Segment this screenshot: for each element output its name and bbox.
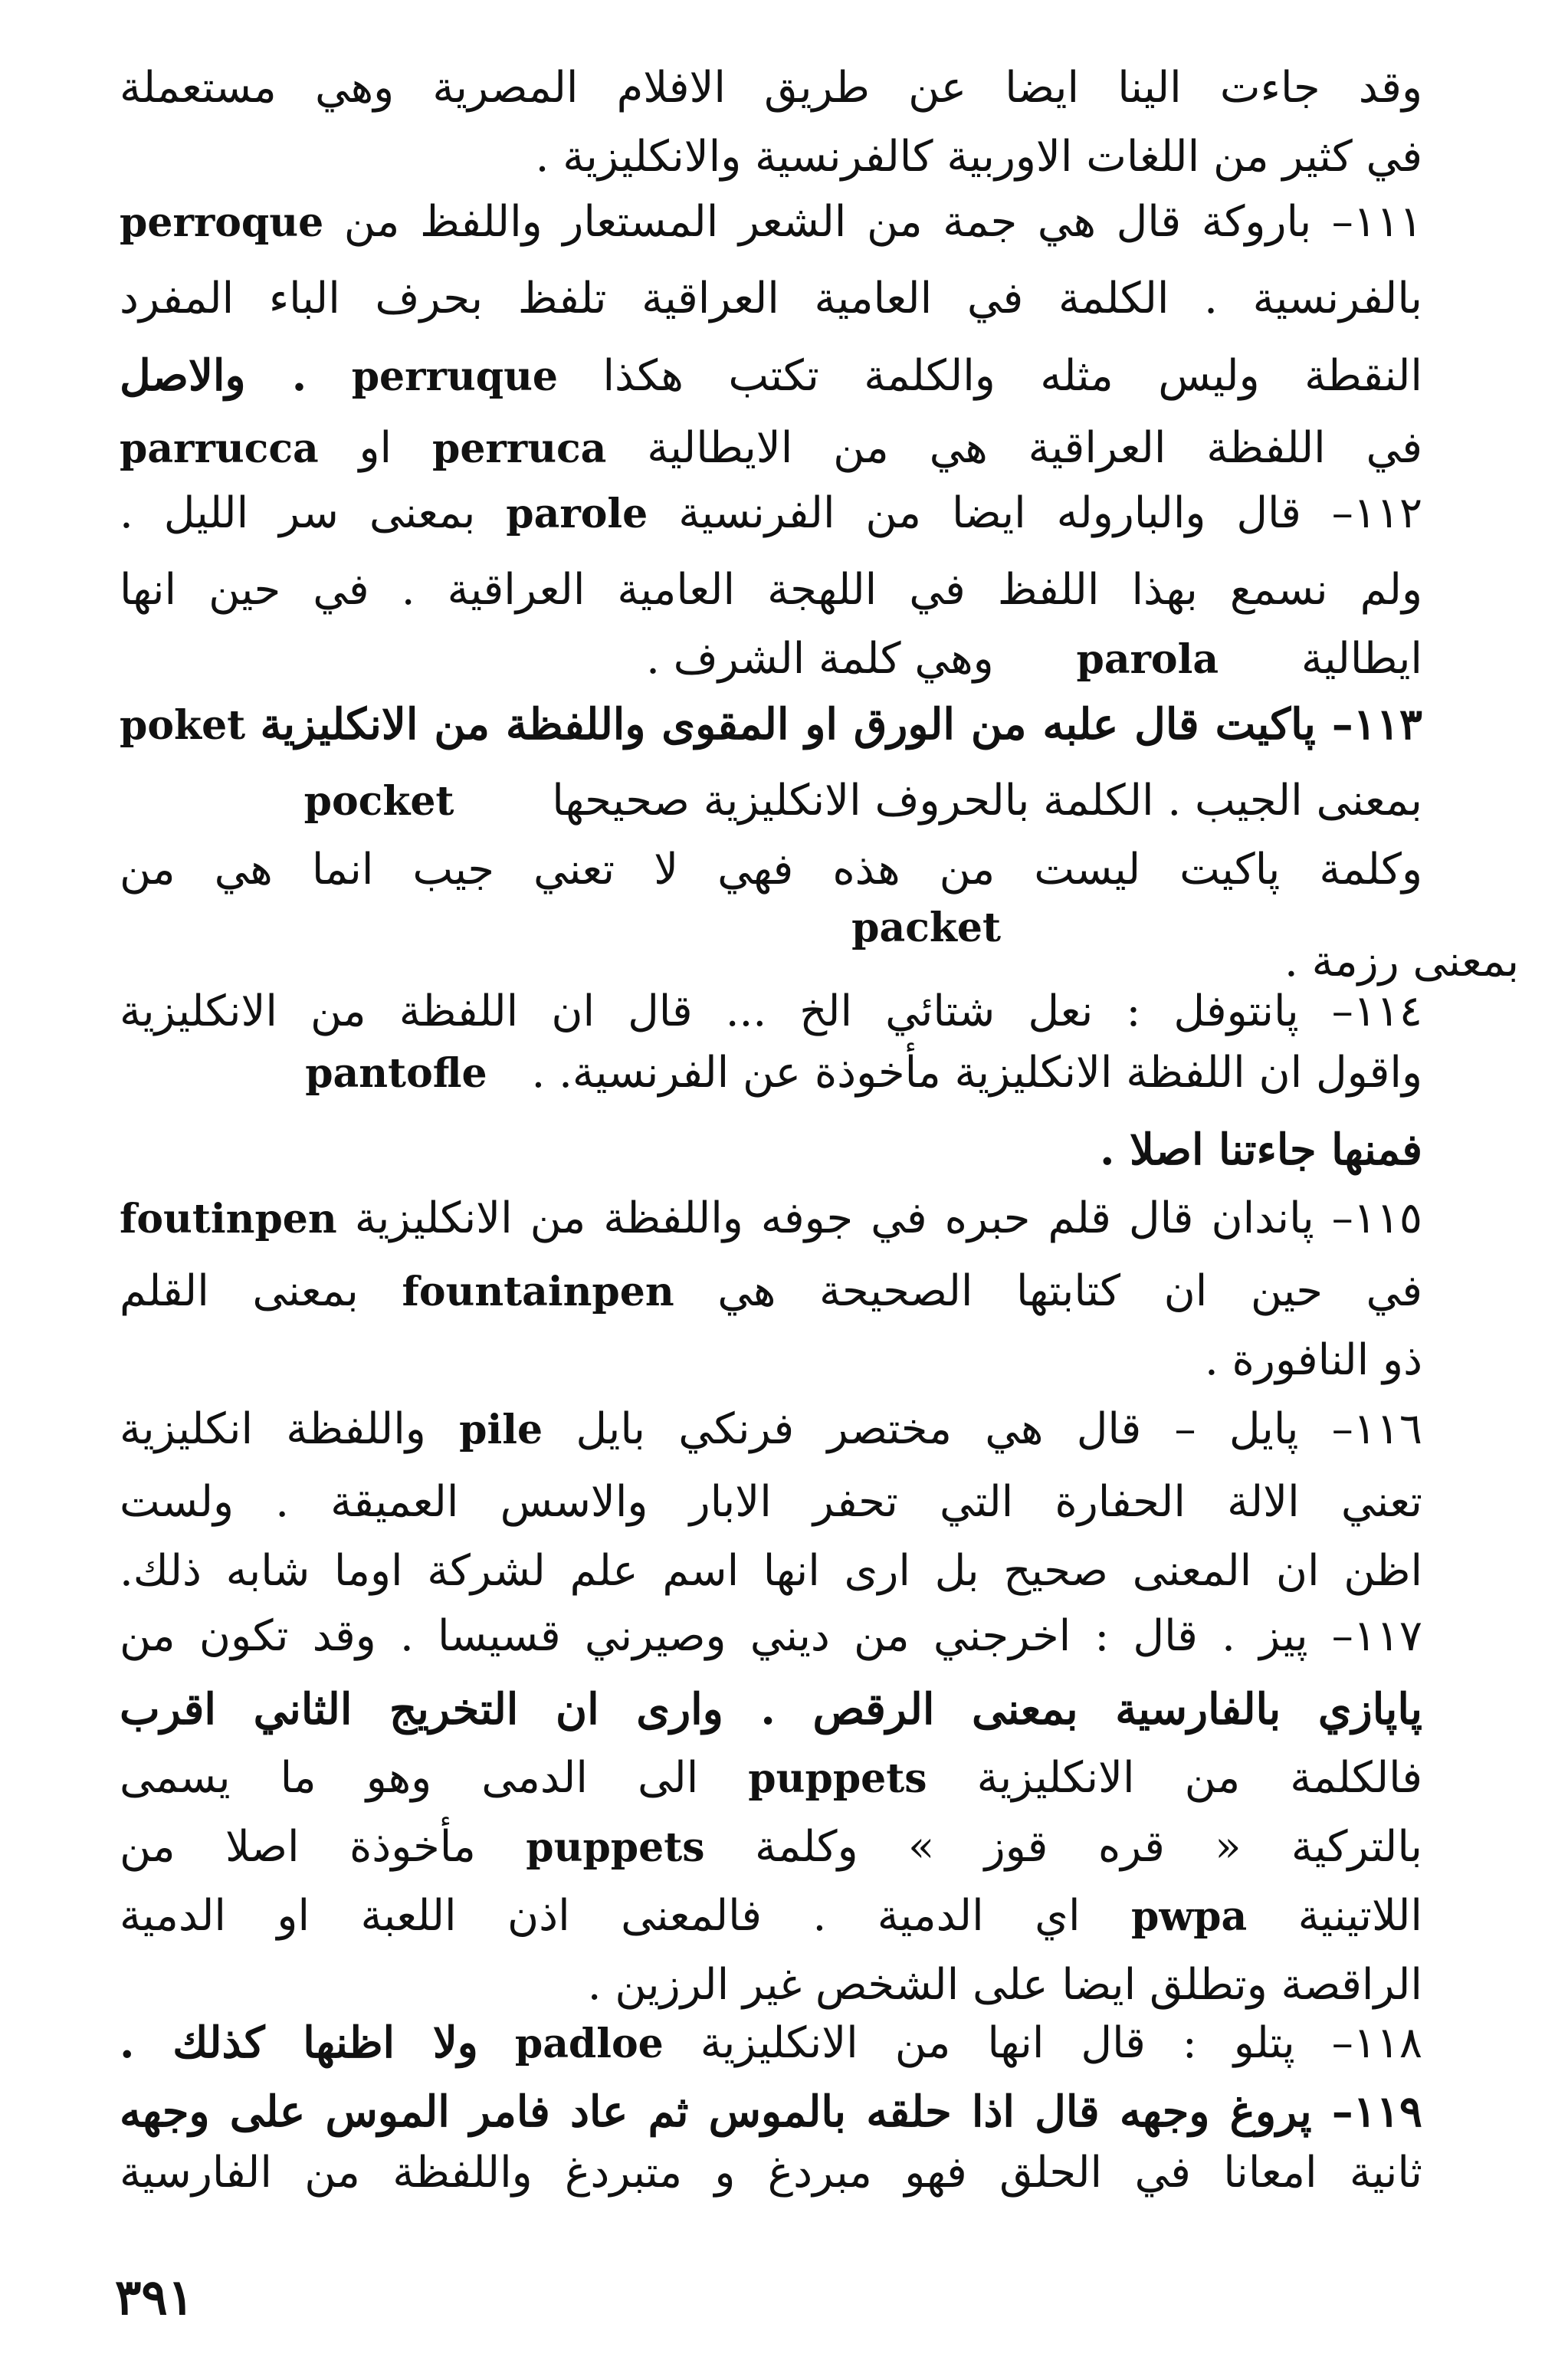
line-text: اظن ان المعنى صحيح بل ارى انها اسم علم لشركة اوما شابه ذلك. xyxy=(120,1546,1422,1596)
line-text: ايطالية xyxy=(1301,634,1422,684)
text-line-19 xyxy=(120,1326,1422,1395)
text-line-24 xyxy=(120,1675,1422,1744)
line-text: بالتركية « قره قوز » وكلمة xyxy=(754,1822,1423,1872)
entry-117 xyxy=(120,1602,1422,1671)
latin-term: pwpa xyxy=(1130,1893,1248,1940)
line-text: ١١٤– پانتوفل : نعل شتائي الخ ... قال ان اللفظة من الانكليزية xyxy=(120,986,1422,1036)
line-text: ١١٧– پيز . قال : اخرجني من ديني وصيرني قسيسا . وقد تكون من xyxy=(120,1611,1422,1661)
line-text: ولا اظنها كذلك . xyxy=(120,2017,478,2068)
text-line-25 xyxy=(120,1744,1422,1813)
line-text: الراقصة وتطلق ايضا على الشخص غير الرزين . xyxy=(587,1960,1422,2010)
line-text: ١١٦– پايل – قال هي مختصر فرنكي بايل xyxy=(576,1404,1422,1454)
latin-term: pile xyxy=(459,1407,543,1453)
line-text: بمعنى سر الليل . xyxy=(120,488,476,538)
text-line-5 xyxy=(120,341,1422,410)
text-line-31 xyxy=(120,2139,1422,2208)
text-line-27 xyxy=(120,1882,1422,1951)
latin-term: puppets xyxy=(526,1824,705,1871)
latin-term: perroque xyxy=(120,199,324,246)
line-text: ١١٩– پروغ وجهه قال اذا حلقه بالموس ثم عاد فامر الموس على وجهه xyxy=(120,2086,1422,2137)
latin-term: parola xyxy=(1076,636,1219,683)
text-line-2 xyxy=(120,123,1422,192)
entry-114 xyxy=(120,977,1422,1046)
line-text: فمنها جاءتنا اصلا . xyxy=(1100,1124,1422,1175)
page-number: ٣٩١ xyxy=(115,2269,195,2326)
line-text: وقد جاءت الينا ايضا عن طريق الافلام المصرية وهي مستعملة xyxy=(120,63,1422,113)
text-line-22 xyxy=(120,1537,1422,1606)
line-text: ١١٣– پاكيت قال علبه من الورق او المقوى واللفظة من الانكليزية xyxy=(260,699,1422,750)
text-line-18 xyxy=(120,1257,1422,1326)
entry-116 xyxy=(120,1395,1422,1464)
latin-term: foutinpen xyxy=(120,1196,337,1243)
line-text: بالفرنسية . الكلمة في العامية العراقية تلفظ بحرف الباء المفرد xyxy=(120,274,1422,323)
entry-113 xyxy=(120,690,1422,759)
line-text: اللاتينية xyxy=(1297,1891,1422,1941)
line-text: ذو النافورة . xyxy=(1204,1335,1422,1385)
latin-term: perruque xyxy=(351,353,558,400)
text-line-8 xyxy=(120,556,1422,625)
latin-term: poket xyxy=(120,702,246,749)
entry-112 xyxy=(120,479,1422,548)
latin-term: pocket xyxy=(303,778,454,825)
line-text: الى الدمى وهو ما يسمى xyxy=(120,1753,699,1803)
line-text: واقول ان اللفظة الانكليزية مأخوذة عن الفرنسية. xyxy=(559,1048,1422,1098)
text-line-26 xyxy=(120,1813,1422,1882)
line-text: وكلمة پاكيت ليست من هذه فهي لا تعني جيب انما هي من xyxy=(120,845,1422,895)
text-line-11 xyxy=(120,767,1422,835)
line-text: ١١١– باروكة قال هي جمة من الشعر المستعار واللفظ من xyxy=(343,197,1422,247)
latin-term: fountainpen xyxy=(402,1269,674,1315)
line-text: اي الدمية . فالمعنى اذن اللعبة او الدمية xyxy=(120,1891,1081,1941)
line-text: تعني الالة الحفارة التي تحفر الابار والاسس العميقة . ولست xyxy=(120,1477,1422,1527)
latin-term: padloe xyxy=(514,2021,664,2067)
line-text: ١١٨– پتلو : قال انها من الانكليزية xyxy=(700,2018,1422,2068)
line-text: . xyxy=(531,1048,546,1098)
text-line-9 xyxy=(120,625,1422,694)
line-text: النقطة وليس مثله والكلمة تكتب هكذا xyxy=(602,351,1422,401)
text-line-16 xyxy=(120,1115,1422,1184)
line-text: ثانية امعانا في الحلق فهو مبردغ و متبردغ واللفظة من الفارسية xyxy=(120,2148,1422,2198)
entry-119 xyxy=(120,2077,1422,2146)
line-text: پاپازي بالفارسية بمعنى الرقص . وارى ان التخريج الثاني اقرب xyxy=(120,1684,1422,1735)
line-text: ١١٢– قال والباروله ايضا من الفرنسية xyxy=(678,488,1423,538)
line-text: في حين ان كتابتها الصحيحة هي xyxy=(717,1266,1422,1316)
line-text: في اللفظة العراقية هي من الايطالية xyxy=(647,423,1422,473)
text-line-15 xyxy=(120,1039,1422,1108)
line-text: بمعنى رزمة . xyxy=(1284,937,1520,986)
line-text: او xyxy=(359,423,392,473)
line-text: فالكلمة من الانكليزية xyxy=(976,1753,1422,1803)
text-line-21 xyxy=(120,1468,1422,1537)
latin-term: puppets xyxy=(748,1755,927,1802)
line-text: واللفظة انكليزية xyxy=(120,1404,426,1454)
latin-term: pantofle xyxy=(305,1050,487,1097)
line-text: . والاصل xyxy=(120,350,307,401)
text-line-4 xyxy=(120,264,1422,333)
latin-term: parrucca xyxy=(120,425,319,472)
line-text: ولم نسمع بهذا اللفظ في اللهجة العامية العراقية . في حين انها xyxy=(120,565,1422,615)
text-line-6 xyxy=(120,414,1422,483)
latin-term: perruca xyxy=(431,425,607,472)
line-text: مأخوذة اصلا من xyxy=(120,1822,476,1872)
line-text: ١١٥– پاندان قال قلم حبره في جوفه واللفظة من الانكليزية xyxy=(354,1193,1422,1243)
line-text: بمعنى الجيب . الكلمة بالحروف الانكليزية صحيحها xyxy=(552,776,1422,826)
entry-111 xyxy=(120,188,1422,257)
line-text: في كثير من اللغات الاوربية كالفرنسية والانكليزية . xyxy=(535,132,1422,182)
line-text: بمعنى القلم xyxy=(120,1266,359,1316)
line-text: وهي كلمة الشرف . xyxy=(646,634,994,684)
entry-118 xyxy=(120,2008,1422,2077)
entry-115 xyxy=(120,1184,1422,1253)
latin-term: parole xyxy=(506,491,648,537)
latin-term: packet xyxy=(851,904,1001,951)
text-line-1 xyxy=(120,54,1422,123)
